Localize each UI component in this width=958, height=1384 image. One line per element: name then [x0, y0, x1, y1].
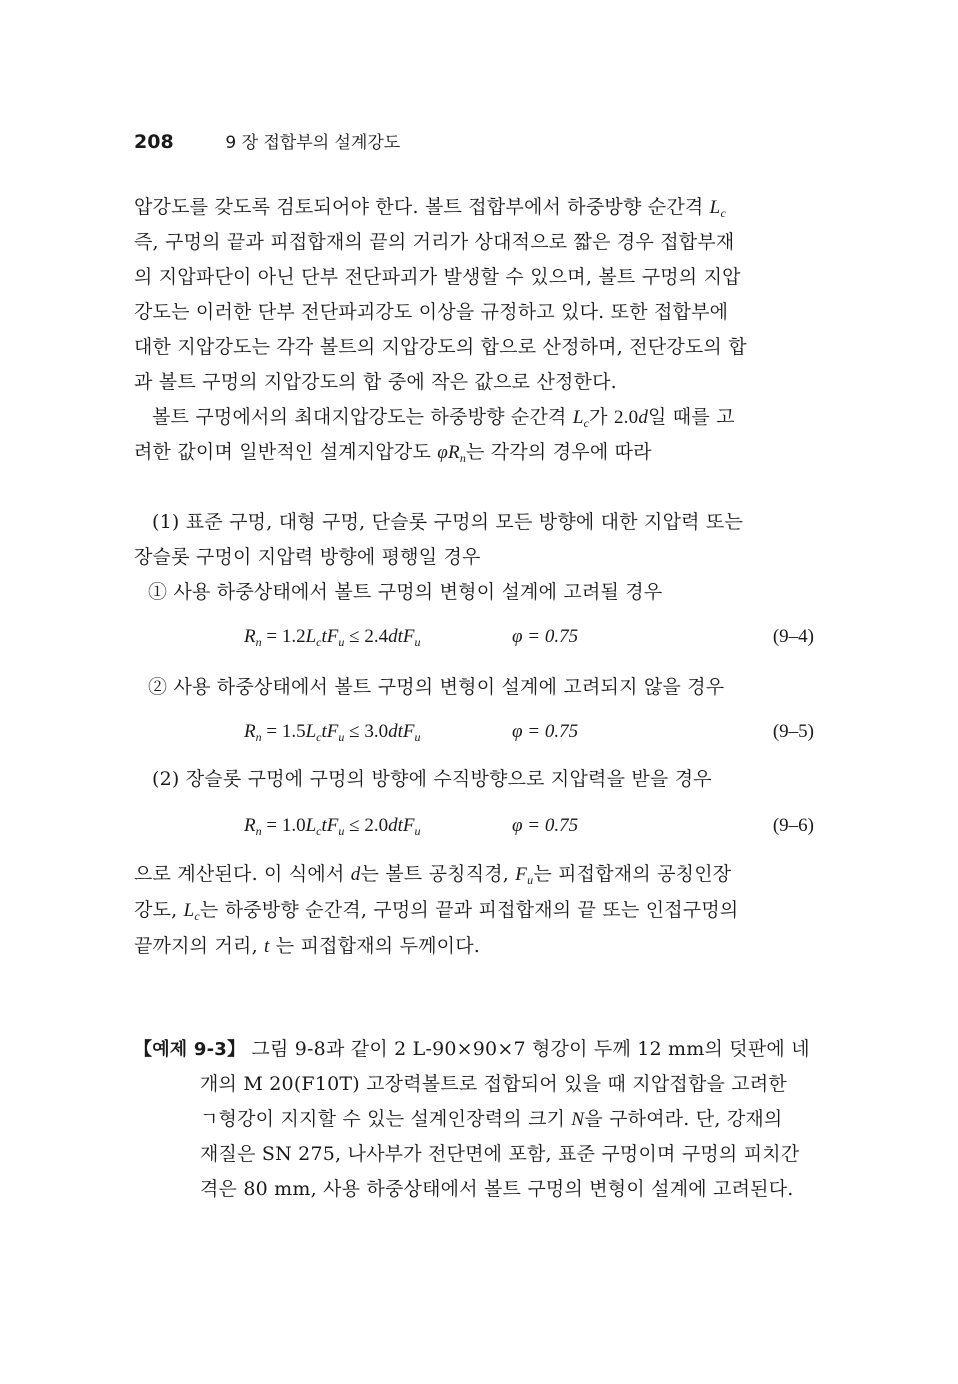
running-header — [134, 128, 400, 153]
body-line: 즉, 구멍의 끝과 피접합재의 끝의 거리가 상대적으로 짧은 경우 접합부재 — [134, 231, 735, 253]
body-line: 볼트 구멍에서의 최대지압강도는 하중방향 순간격 $L_c$가 2.0d일 때를 고 — [152, 406, 735, 430]
example-line: ㄱ형강이 지지할 수 있는 설계인장력의 크기 N을 구하여라. 단, 강재의 — [200, 1108, 783, 1130]
body-line: 의 지압파단이 아닌 단부 전단파괴가 발생할 수 있으며, 볼트 구멍의 지압 — [134, 266, 741, 288]
case-2-heading: (2) 장슬롯 구멍에 구멍의 방향에 수직방향으로 지압력을 받을 경우 — [152, 768, 712, 790]
example-line: 재질은 SN 275, 나사부가 전단면에 포함, 표준 구멍이며 구멍의 피치간 — [200, 1143, 800, 1165]
case-1-heading: (1) 표준 구멍, 대형 구멍, 단슬롯 구멍의 모든 방향에 대한 지압력 또는 — [152, 511, 744, 533]
case-1-heading-cont: 장슬롯 구멍이 지압력 방향에 평행일 경우 — [134, 546, 481, 568]
chapter-title: 9 장 접합부의 설계강도 — [225, 133, 401, 153]
example-line: 격은 80 mm, 사용 하중상태에서 볼트 구멍의 변형이 설계에 고려된다. — [200, 1178, 794, 1200]
body-line: 강도, $L_c$는 하중방향 순간격, 구멍의 끝과 피접합재의 끝 또는 인접구멍의 — [134, 899, 739, 923]
example-label: 【예제 9-3】 — [134, 1039, 246, 1060]
body-line: 과 볼트 구멍의 지압강도의 합 중에 작은 값으로 산정한다. — [134, 371, 617, 393]
equation-number: (9–4) — [772, 626, 814, 647]
math-Lc: $L_c$ — [709, 197, 726, 220]
example-line: 개의 M 20(F10T) 고장력볼트로 접합되어 있을 때 지압접합을 고려한 — [200, 1073, 787, 1095]
equation-number: (9–6) — [772, 815, 814, 836]
case-1-sub-1: ① 사용 하중상태에서 볼트 구멍의 변형이 설계에 고려될 경우 — [148, 581, 663, 603]
example-line: 【예제 9-3】 그림 9-8과 같이 2 L-90×90×7 형강이 두께 12 mm의 덧판에 네 — [134, 1038, 810, 1060]
equation-number: (9–5) — [772, 721, 814, 742]
page-number: 208 — [134, 131, 174, 153]
body-line: 으로 계산된다. 이 식에서 d는 볼트 공칭직경, $F_u$는 피접합재의 공칭인장 — [134, 863, 732, 887]
body-line: 끝까지의 거리, t 는 피접합재의 두께이다. — [134, 935, 481, 957]
body-line: 대한 지압강도는 각각 볼트의 지압강도의 합으로 산정하며, 전단강도의 합 — [134, 336, 747, 358]
case-1-sub-2: ② 사용 하중상태에서 볼트 구멍의 변형이 설계에 고려되지 않을 경우 — [148, 676, 725, 698]
body-line: 려한 값이며 일반적인 설계지압강도 $\varphi R_n$는 각각의 경우에 따라 — [134, 441, 652, 465]
body-line: 압강도를 갖도록 검토되어야 한다. 볼트 접합부에서 하중방향 순간격 $L_c$ — [134, 196, 726, 220]
body-line: 강도는 이러한 단부 전단파괴강도 이상을 규정하고 있다. 또한 접합부에 — [134, 301, 729, 323]
